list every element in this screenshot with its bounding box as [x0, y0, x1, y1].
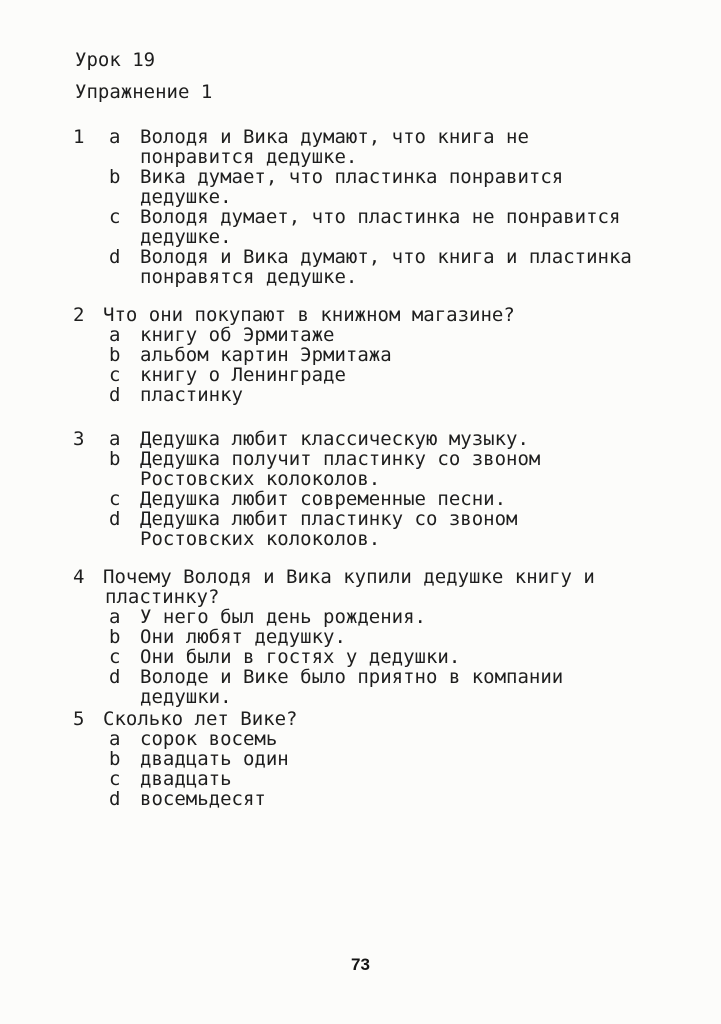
option-row	[73, 227, 721, 247]
option-row	[73, 207, 721, 227]
option-letter: b	[109, 448, 121, 470]
option-letter: c	[109, 646, 121, 668]
option-text: Дедушка любит классическую музыку.	[140, 428, 529, 450]
option-row	[73, 365, 721, 385]
option-row	[73, 789, 721, 809]
question-prompt: пластинку?	[105, 586, 220, 608]
option-letter: b	[109, 166, 121, 188]
option-letter: c	[109, 488, 121, 510]
option-text: пластинку	[140, 384, 243, 406]
page-number: 73	[351, 955, 370, 974]
option-text: сорок восемь	[140, 728, 278, 750]
option-row	[73, 509, 721, 529]
option-text: Дедушка любит пластинку со звоном	[140, 508, 518, 530]
question-number: 3	[73, 428, 85, 450]
question-prompt-row	[73, 567, 721, 587]
option-row	[73, 647, 721, 667]
question-4	[73, 567, 721, 707]
option-text: Володя думает, что пластинка не понравится	[140, 206, 621, 228]
option-text: Они были в гостях у дедушки.	[140, 646, 461, 668]
option-text: дедушке.	[140, 226, 232, 248]
option-row	[73, 187, 721, 207]
option-text: Они любят дедушку.	[140, 626, 346, 648]
option-text: Дедушка получит пластинку со звоном	[140, 448, 541, 470]
question-number: 4	[73, 566, 85, 588]
option-row	[73, 607, 721, 627]
option-text: книгу об Эрмитаже	[140, 324, 335, 346]
question-prompt: Что они покупают в книжном магазине?	[103, 304, 515, 326]
option-row	[73, 449, 721, 469]
option-row	[73, 325, 721, 345]
question-3	[73, 429, 721, 549]
option-row	[73, 127, 721, 147]
option-letter: a	[109, 126, 121, 148]
question-prompt: Сколько лет Вике?	[103, 708, 298, 730]
option-letter: c	[109, 768, 121, 790]
option-letter: b	[109, 748, 121, 770]
question-number: 5	[73, 708, 85, 730]
option-letter: a	[109, 428, 121, 450]
question-5	[73, 709, 721, 809]
option-text: Володя и Вика думают, что книга и пластинка	[140, 246, 632, 268]
question-2	[73, 305, 721, 405]
option-row	[73, 385, 721, 405]
option-letter: d	[109, 666, 121, 688]
option-text: Вика думает, что пластинка понравится	[140, 166, 564, 188]
option-text: двадцать один	[140, 748, 289, 770]
option-text: понравятся дедушке.	[140, 266, 358, 288]
option-row	[73, 267, 721, 287]
option-letter: a	[109, 324, 121, 346]
option-letter: a	[109, 606, 121, 628]
option-text: альбом картин Эрмитажа	[140, 344, 392, 366]
option-row	[73, 469, 721, 489]
question-prompt: Почему Володя и Вика купили дедушке книгу и	[103, 566, 595, 588]
option-letter: c	[109, 364, 121, 386]
option-text: Володе и Вике было приятно в компании	[140, 666, 564, 688]
option-row	[73, 345, 721, 365]
option-row	[73, 167, 721, 187]
option-row	[73, 529, 721, 549]
option-row	[73, 247, 721, 267]
option-text: Ростовских колоколов.	[140, 468, 381, 490]
option-letter: d	[109, 788, 121, 810]
option-text: Ростовских колоколов.	[140, 528, 381, 550]
option-letter: d	[109, 384, 121, 406]
question-prompt-row	[73, 305, 721, 325]
lesson-title: Урок 19	[75, 49, 156, 71]
option-letter: d	[109, 246, 121, 268]
option-text: Дедушка любит современные песни.	[140, 488, 507, 510]
option-letter: b	[109, 626, 121, 648]
question-1	[73, 127, 721, 287]
option-text: восемьдесят	[140, 788, 266, 810]
question-number: 1	[73, 126, 85, 148]
option-letter: d	[109, 508, 121, 530]
option-row	[73, 489, 721, 509]
option-row	[73, 749, 721, 769]
option-row	[73, 687, 721, 707]
option-row	[73, 769, 721, 789]
exercise-title: Упражнение 1	[75, 81, 213, 103]
question-prompt-row	[73, 709, 721, 729]
option-text: понравится дедушке.	[140, 146, 358, 168]
option-row	[73, 429, 721, 449]
option-row	[73, 627, 721, 647]
question-prompt-row	[73, 587, 721, 607]
option-row	[73, 147, 721, 167]
option-row	[73, 667, 721, 687]
option-text: дедушки.	[140, 686, 232, 708]
question-number: 2	[73, 304, 85, 326]
option-letter: b	[109, 344, 121, 366]
option-text: двадцать	[140, 768, 232, 790]
option-letter: a	[109, 728, 121, 750]
option-text: книгу о Ленинграде	[140, 364, 346, 386]
option-row	[73, 729, 721, 749]
option-text: У него был день рождения.	[140, 606, 426, 628]
option-text: дедушке.	[140, 186, 232, 208]
option-text: Володя и Вика думают, что книга не	[140, 126, 529, 148]
option-letter: c	[109, 206, 121, 228]
